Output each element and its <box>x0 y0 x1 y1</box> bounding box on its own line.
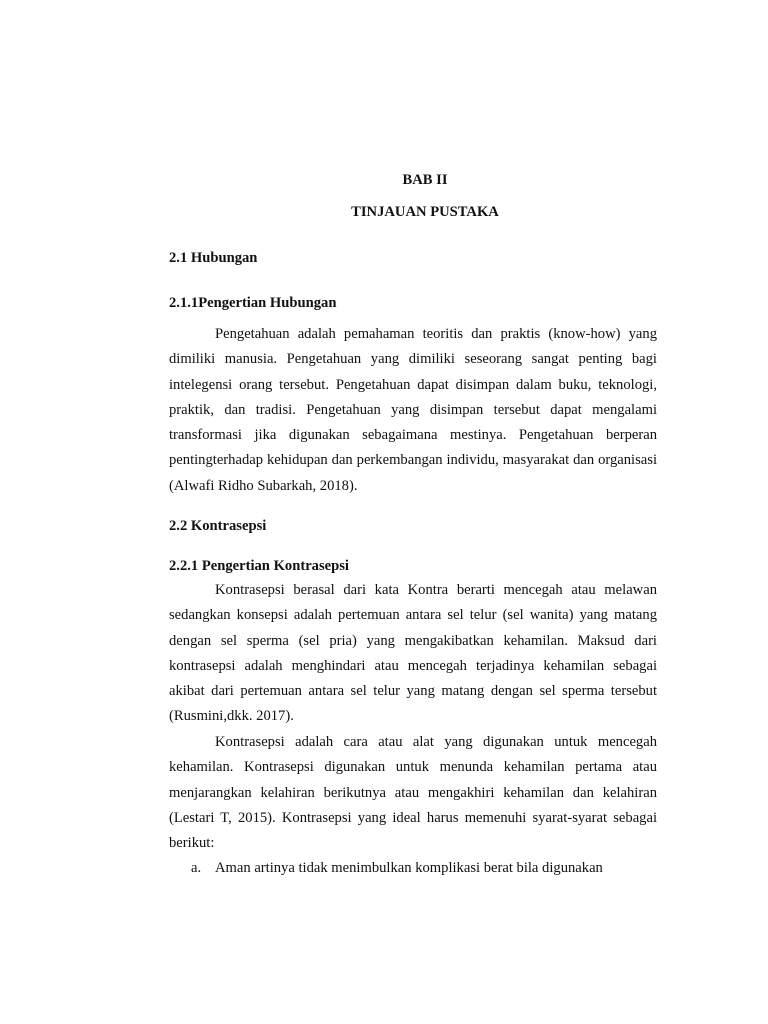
subsection-heading-pengertian-kontrasepsi: 2.2.1 Pengertian Kontrasepsi <box>169 558 349 574</box>
paragraph-kontrasepsi-purpose: Kontrasepsi adalah cara atau alat yang digunakan untuk mencegah kehamilan. Kontrasepsi digunakan untuk menunda kehamilan pertama atau menjarangkan kelahiran berikutnya atau mengakhiri kehamilan dan kelahiran (Lestari T, 2015). Kontrasepsi yang ideal harus memenuhi syarat-syarat sebagai berikut: <box>169 734 657 852</box>
list-item-text: Aman artinya tidak menimbulkan komplikasi berat bila digunakan <box>215 860 603 876</box>
list-marker: a. <box>191 860 202 876</box>
section-heading-kontrasepsi: 2.2 Kontrasepsi <box>169 518 267 534</box>
paragraph-pengetahuan: Pengetahuan adalah pemahaman teoritis dan praktis (know-how) yang dimiliki manusia. Pengetahuan yang dimiliki seseorang sangat penting bagi intelegensi orang tersebut. Pengetahuan dapat disimpan dalam buku, teknologi, praktik, dan tradisi. Pengetahuan yang disimpan tersebut dapat mengalami transformasi jika digunakan sebagaimana mestinya. Pengetahuan berperan pentingterhadap kehidupan dan perkembangan individu, masyarakat dan organisasi (Alwafi Ridho Subarkah, 2018). <box>169 326 657 494</box>
paragraph-kontrasepsi-definition: Kontrasepsi berasal dari kata Kontra berarti mencegah atau melawan sedangkan konsepsi adalah pertemuan antara sel telur (sel wanita) yang matang dengan sel sperma (sel pria) yang mengakibatkan kehamilan. Maksud dari kontrasepsi adalah menghindari atau mencegah terjadinya kehamilan sebagai akibat dari pertemuan antara sel telur yang matang dengan sel sperma tersebut (Rusmini,dkk. 2017). <box>169 582 657 725</box>
list-item-aman <box>191 859 603 877</box>
section-heading-hubungan: 2.1 Hubungan <box>169 250 258 266</box>
chapter-number: BAB II <box>402 172 448 188</box>
chapter-title: TINJAUAN PUSTAKA <box>351 204 499 220</box>
subsection-heading-pengertian-hubungan: 2.1.1Pengertian Hubungan <box>169 295 337 311</box>
